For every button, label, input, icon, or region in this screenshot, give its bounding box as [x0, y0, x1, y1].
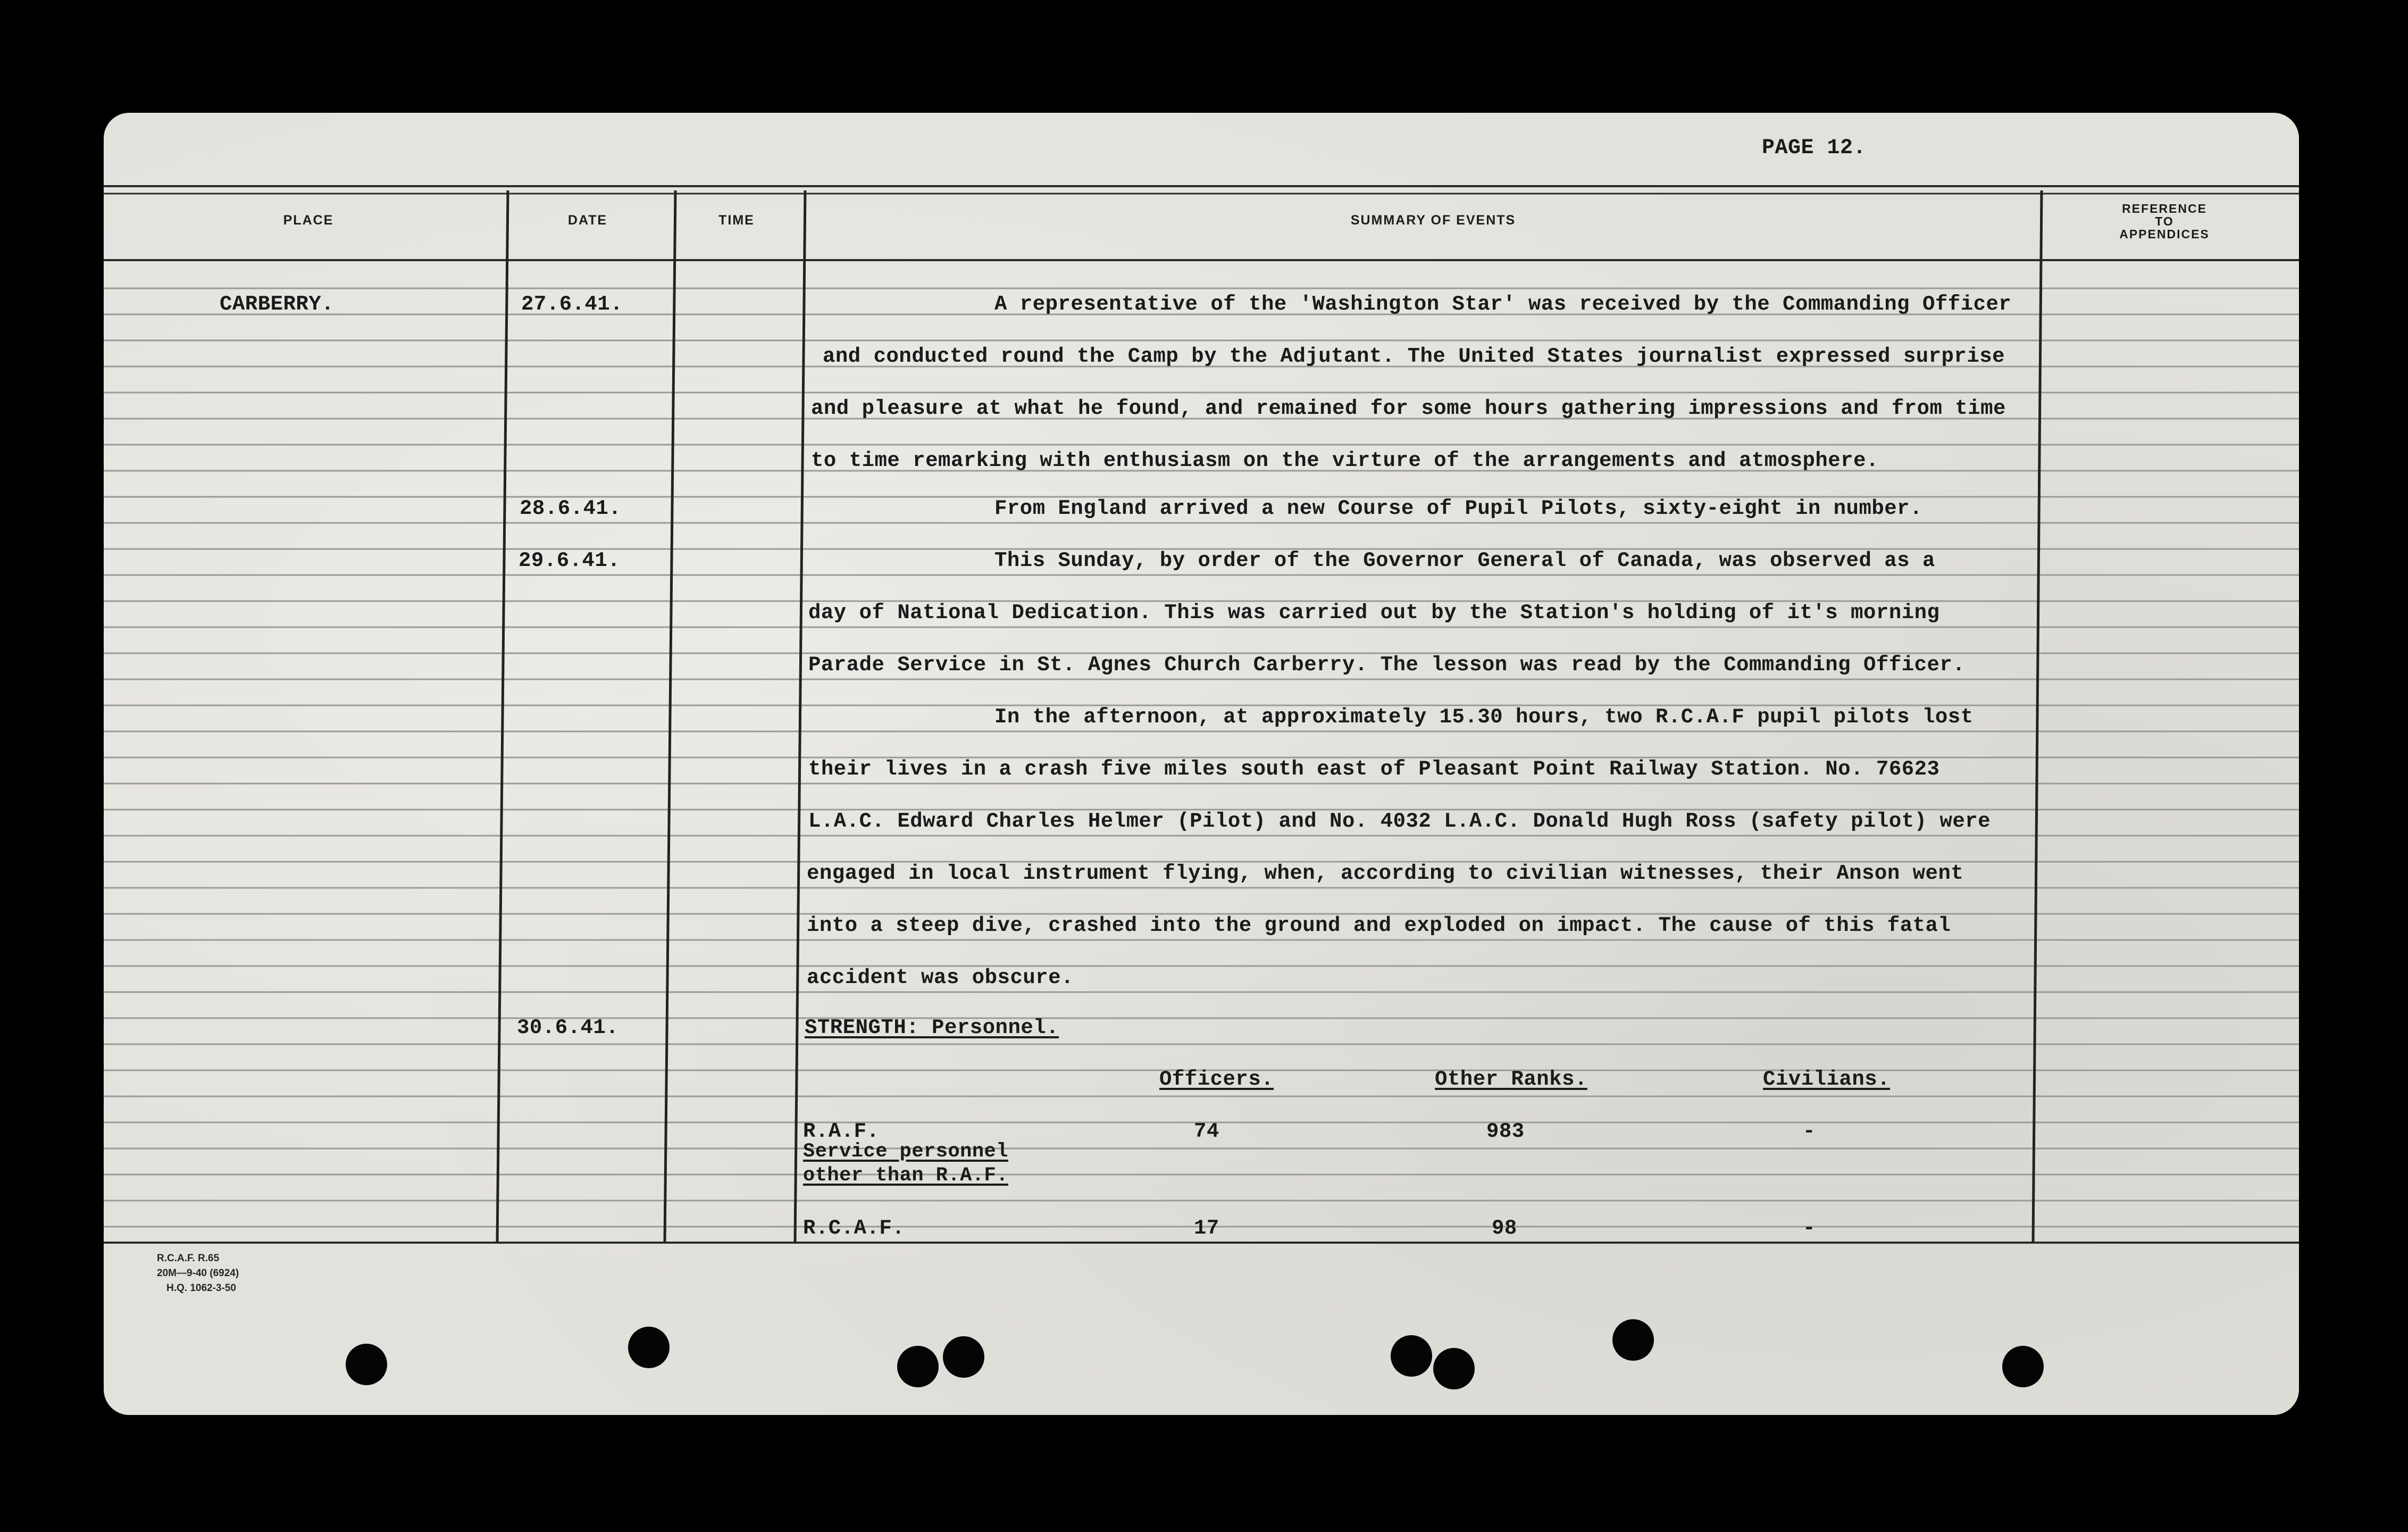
- entry-4-line-5: into a steep dive, crashed into the ground and exploded on impact. The cause of this fatal: [807, 914, 1951, 937]
- strength-header-other-ranks: Other Ranks.: [1435, 1068, 1587, 1091]
- strength-row-raf-civilians: -: [1803, 1120, 1816, 1143]
- page-number: PAGE 12.: [1762, 136, 1867, 160]
- strength-row-raf-officers: 74: [1194, 1120, 1219, 1143]
- strength-row-rcaf-civilians: -: [1803, 1217, 1816, 1240]
- service-personnel-note-line-1: Service personnel: [803, 1140, 1008, 1163]
- entry-4-line-3: L.A.C. Edward Charles Helmer (Pilot) and No. 4032 L.A.C. Donald Hugh Ross (safety pilot) were: [808, 810, 1991, 833]
- strength-header-civilians: Civilians.: [1763, 1068, 1891, 1091]
- strength-row-raf-other-ranks: 983: [1486, 1120, 1525, 1143]
- entry-1-line-2: and conducted round the Camp by the Adjutant. The United States journalist expressed surprise: [823, 345, 2005, 368]
- column-header-place: PLACE: [283, 213, 334, 228]
- entry-4-line-4: engaged in local instrument flying, when, according to civilian witnesses, their Anson went: [807, 862, 1964, 885]
- entry-4-line-1: In the afternoon, at approximately 15.30 hours, two R.C.A.F pupil pilots lost: [994, 705, 1974, 729]
- column-header-time: TIME: [718, 213, 755, 228]
- date-30-6-41: 30.6.41.: [517, 1016, 619, 1039]
- column-header-summary: SUMMARY OF EVENTS: [1350, 213, 1516, 228]
- punch-hole: [1433, 1348, 1475, 1389]
- place-carberry: CARBERRY.: [220, 293, 335, 316]
- entry-4-line-6: accident was obscure.: [807, 966, 1074, 989]
- date-27-6-41: 27.6.41.: [521, 293, 623, 316]
- column-header-date: DATE: [567, 213, 608, 228]
- entry-4-line-2: their lives in a crash five miles south east of Pleasant Point Railway Station. No. 76623: [808, 757, 1940, 781]
- punch-hole: [628, 1327, 670, 1368]
- entry-1-line-3: and pleasure at what he found, and remained for some hours gathering impressions and from time: [811, 397, 2006, 420]
- service-personnel-note-line-2: other than R.A.F.: [803, 1164, 1008, 1187]
- form-code-line-2: 20M—9-40 (6924): [157, 1268, 239, 1279]
- strength-row-rcaf-officers: 17: [1194, 1217, 1219, 1240]
- entry-3-line-3: Parade Service in St. Agnes Church Carberry. The lesson was read by the Commanding Officer.: [808, 653, 1966, 677]
- form-code-line-1: R.C.A.F. R.65: [157, 1253, 220, 1264]
- entry-1-line-4: to time remarking with enthusiasm on the virture of the arrangements and atmosphere.: [811, 449, 1879, 472]
- date-29-6-41: 29.6.41.: [519, 549, 621, 572]
- entry-3-line-2: day of National Dedication. This was carried out by the Station's holding of it's morning: [808, 601, 1940, 625]
- punch-hole: [897, 1346, 939, 1387]
- strength-row-rcaf-label: R.C.A.F.: [803, 1217, 905, 1240]
- punch-hole: [2002, 1346, 2044, 1387]
- punch-hole: [346, 1344, 387, 1385]
- strength-row-rcaf-other-ranks: 98: [1492, 1217, 1517, 1240]
- strength-heading: STRENGTH: Personnel.: [805, 1016, 1059, 1039]
- form-code-block: [157, 1251, 239, 1296]
- strength-row-raf-label: R.A.F.: [803, 1120, 880, 1143]
- war-diary-form: [104, 113, 2299, 1415]
- punch-hole: [943, 1336, 984, 1378]
- entry-2-line-1: From England arrived a new Course of Pupil Pilots, sixty-eight in number.: [994, 497, 1922, 520]
- form-code-line-3: H.Q. 1062-3-50: [166, 1283, 236, 1294]
- strength-header-officers: Officers.: [1159, 1068, 1274, 1091]
- punch-hole: [1391, 1335, 1432, 1377]
- reference-line-3: APPENDICES: [2119, 227, 2210, 241]
- entry-1-line-1: A representative of the 'Washington Star' was received by the Commanding Officer: [994, 293, 2012, 316]
- punch-hole: [1612, 1319, 1654, 1361]
- date-28-6-41: 28.6.41.: [520, 497, 622, 520]
- reference-line-1: REFERENCE: [2122, 202, 2207, 215]
- column-header-reference: [2071, 202, 2258, 240]
- entry-3-line-1: This Sunday, by order of the Governor General of Canada, was observed as a: [994, 549, 1935, 572]
- reference-line-2: TO: [2155, 214, 2174, 228]
